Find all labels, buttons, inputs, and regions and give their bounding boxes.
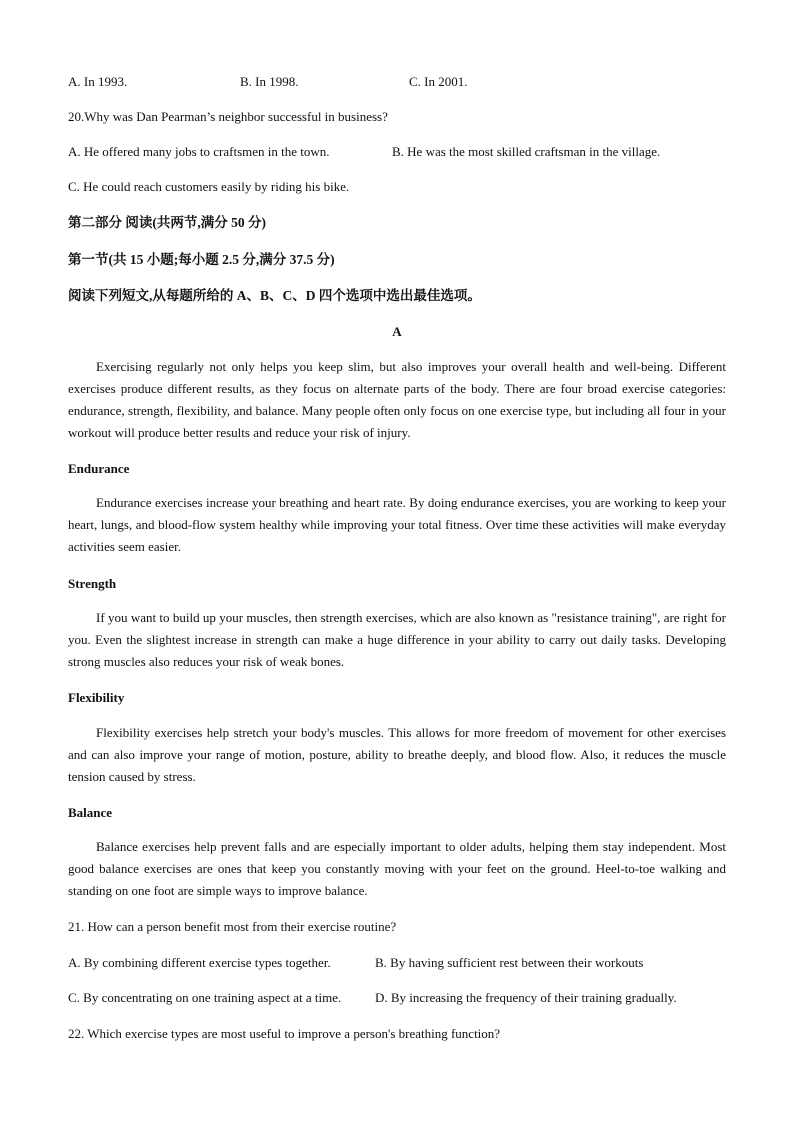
strength-paragraph (68, 607, 726, 673)
q21-question: 21. How can a person benefit most from their exercise routine? (68, 919, 397, 934)
part2-heading: 第二部分 阅读(共两节,满分 50 分) (68, 215, 266, 230)
flexibility-paragraph-text: Flexibility exercises help stretch your body's muscles. This allows for more freedom of movement for other exercises and can also improve your range of motion, posture, ability to breathe deeply, and blood flow. Also, it reduces the muscle tension caused by stress. (68, 725, 726, 784)
q20-option-b: B. He was the most skilled craftsman in the village. (392, 144, 661, 159)
endurance-paragraph (68, 492, 726, 558)
intro-paragraph-text: Exercising regularly not only helps you keep slim, but also improves your overall health and well-being. Different exercises produce different results, as they focus on alternate parts of the body. There are four broad exercise categories: endurance, strength, flexibility, and balance. Many people often only focus on one exercise type, but including all four in your workout will produce better results and reduce your risk of injury. (68, 359, 726, 440)
reading-instruction: 阅读下列短文,从每题所给的 A、B、C、D 四个选项中选出最佳选项。 (68, 288, 481, 303)
q22-question: 22. Which exercise types are most useful to improve a person's breathing function? (68, 1026, 501, 1041)
q21-option-a: A. By combining different exercise types together. (68, 955, 331, 970)
q21-option-b: B. By having sufficient rest between their workouts (375, 955, 644, 970)
q20-option-c: C. He could reach customers easily by riding his bike. (68, 179, 350, 194)
balance-paragraph (68, 836, 726, 902)
q19-option-a: A. In 1993. (68, 74, 128, 89)
q21-option-d: D. By increasing the frequency of their training gradually. (375, 990, 677, 1005)
passage-label: A (392, 324, 402, 339)
endurance-heading: Endurance (68, 461, 130, 476)
q20-question: 20.Why was Dan Pearman’s neighbor successful in business? (68, 109, 388, 124)
flexibility-heading: Flexibility (68, 690, 125, 705)
strength-heading: Strength (68, 576, 117, 591)
intro-paragraph (68, 356, 726, 444)
balance-paragraph-text: Balance exercises help prevent falls and are especially important to older adults, helping them stay independent. Most good balance exercises are ones that keep you constantly moving with your feet on the ground. Heel-to-toe walking and standing on one foot are simple ways to improve balance. (68, 839, 726, 898)
q20-option-a: A. He offered many jobs to craftsmen in the town. (68, 144, 330, 159)
balance-heading: Balance (68, 805, 113, 820)
endurance-paragraph-text: Endurance exercises increase your breathing and heart rate. By doing endurance exercises, you are working to keep your heart, lungs, and blood-flow system healthy while improving your total fitness. Over time these activities will make everyday activities seem easier. (68, 495, 726, 554)
q21-option-c: C. By concentrating on one training aspect at a time. (68, 990, 342, 1005)
q19-option-c: C. In 2001. (409, 74, 468, 89)
flexibility-paragraph (68, 722, 726, 788)
strength-paragraph-text: If you want to build up your muscles, then strength exercises, which are also known as "resistance training", are right for you. Even the slightest increase in strength can make a huge difference in your ability to carry out daily tasks. Developing strong muscles also reduces your risk of weak bones. (68, 610, 726, 669)
q19-option-b: B. In 1998. (240, 74, 299, 89)
section1-heading: 第一节(共 15 小题;每小题 2.5 分,满分 37.5 分) (68, 252, 335, 267)
